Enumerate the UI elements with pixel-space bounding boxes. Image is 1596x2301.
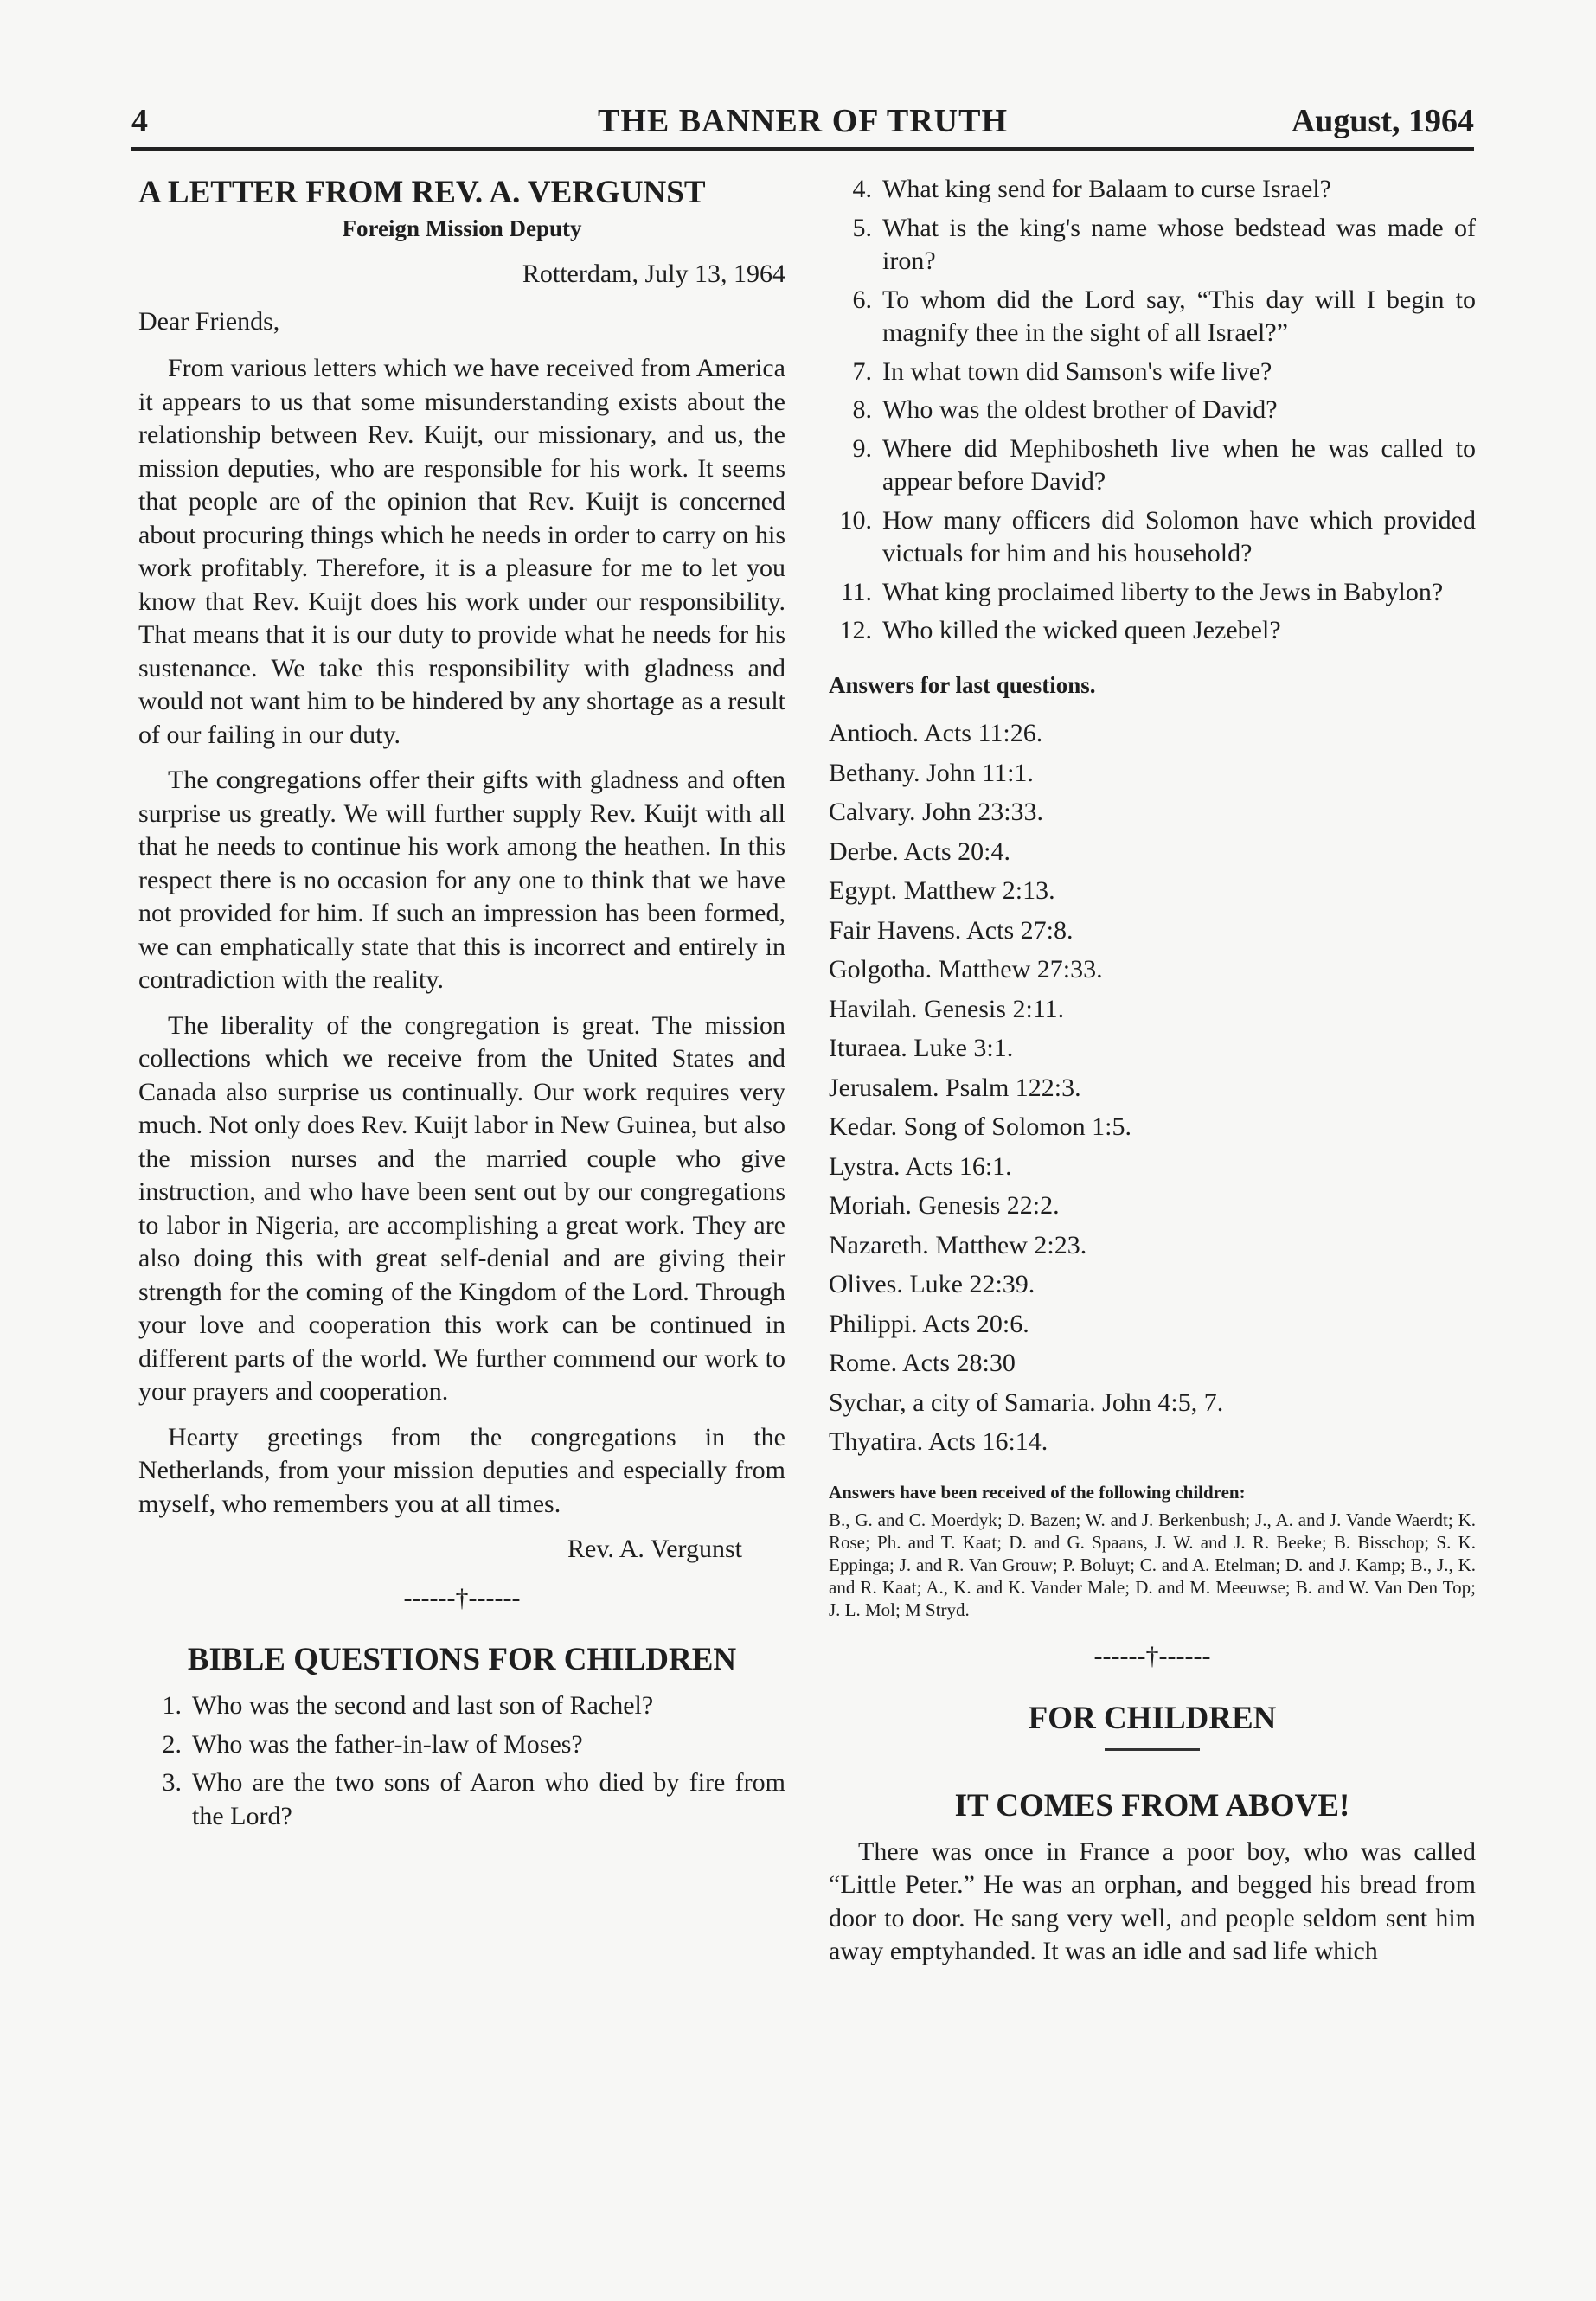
question-text: Where did Mephibosheth live when he was called to appear before David?	[882, 433, 1476, 496]
letter-paragraph: The congregations offer their gifts with gladness and often surprise us greatly. We will further supply Rev. Kuijt with all that he needs to continue his work among the heathen. In this respect there is no occasion for any one to think that we have not provided for him. If such an impression has been formed, we can emphatically state that this is incorrect and entirely in contradiction with the reality.	[138, 766, 785, 994]
right-column	[829, 173, 1476, 1969]
answer-item: Bethany. John 11:1.	[829, 758, 1034, 787]
question-list-continued	[829, 173, 1476, 648]
question-item	[829, 173, 1476, 207]
section-divider: ------†------	[403, 1583, 521, 1612]
question-number: 10.	[839, 505, 872, 535]
answer-item: Fair Havens. Acts 27:8.	[829, 915, 1074, 945]
question-text: Who was the father-in-law of Moses?	[192, 1729, 583, 1759]
question-item	[829, 504, 1476, 571]
answer-item: Calvary. John 23:33.	[829, 798, 1044, 826]
left-column	[138, 173, 785, 1838]
question-number: 7.	[852, 356, 872, 386]
question-text: Who was the oldest brother of David?	[882, 395, 1278, 424]
answer-item: Lystra. Acts 16:1.	[829, 1151, 1012, 1181]
issue-date: August, 1964	[1291, 103, 1474, 139]
question-number: 12.	[839, 616, 872, 644]
question-list	[138, 1689, 785, 1833]
answer-item: Nazareth. Matthew 2:23.	[829, 1230, 1087, 1259]
answers-heading: Answers for last questions.	[829, 671, 1096, 698]
publication-title: THE BANNER OF TRUTH	[597, 103, 1009, 139]
letter-salutation: Dear Friends,	[138, 306, 280, 336]
answer-item: Ituraea. Luke 3:1.	[829, 1034, 1014, 1062]
answer-item: Kedar. Song of Solomon 1:5.	[829, 1112, 1131, 1141]
story-paragraph: There was once in France a poor boy, who was called “Little Peter.” He was an orphan, and begged his bread from door to door. He sang very well, and people seldom sent him away emptyhanded. It was an idle and sad life which	[829, 1836, 1476, 1965]
answer-item: Egypt. Matthew 2:13.	[829, 876, 1055, 905]
question-number: 9.	[852, 433, 872, 463]
question-item	[138, 1766, 785, 1833]
answer-item: Rome. Acts 28:30	[829, 1349, 1016, 1377]
question-text: What is the king's name whose bedstead was made of iron?	[882, 213, 1476, 275]
letter-place-date: Rotterdam, July 13, 1964	[522, 260, 785, 288]
answer-item: Antioch. Acts 11:26.	[829, 719, 1043, 747]
question-item	[138, 1728, 785, 1762]
answer-item: Philippi. Acts 20:6.	[829, 1309, 1029, 1338]
received-names: B., G. and C. Moerdyk; D. Bazen; W. and J. Berkenbush; J., A. and J. Vande Waerdt; K. Rose; Ph. and T. Kaat; D. and G. Spaans, J. W. and J. R. Beeke; B. Bisschop; S. K. Eppinga; J. and R. Van Grouw; P. Boluyt; C. and A. Etelman; D. and J. Kamp; B., J., K. and R. Kaat; A., K. and K. Vander Male; D. and M. Meeuwse; B. and W. Van Den Top; J. L. Mol; M Stryd.	[829, 1509, 1476, 1620]
answer-item: Derbe. Acts 20:4.	[829, 836, 1010, 866]
letter-subtitle: Foreign Mission Deputy	[342, 215, 582, 241]
answer-item: Moriah. Genesis 22:2.	[829, 1191, 1060, 1220]
question-item	[829, 433, 1476, 499]
letter-signature: Rev. A. Vergunst	[567, 1535, 742, 1563]
title-rule	[1105, 1748, 1200, 1751]
question-text: What king send for Balaam to curse Israel?	[882, 175, 1331, 203]
question-number: 4.	[852, 175, 872, 203]
answer-item: Jerusalem. Psalm 122:3.	[829, 1073, 1081, 1102]
letter-paragraph: From various letters which we have received from America it appears to us that some misunderstanding exists about the relationship between Rev. Kuijt, our missionary, and us, the mission deputies, who are responsible for his work. It seems that people are of the opinion that Rev. Kuijt is concerned about procuring things which he needs in order to carry on his work profitably. Therefore, it is a pleasure for me to let you know that Rev. Kuijt does his work under our responsibility. That means that it is our duty to provide what he needs for his sustenance. We take this responsibility with gladness and would not want him to be hindered by any shortage as a result of our failing in our duty.	[138, 354, 785, 749]
question-number: 6.	[852, 285, 872, 314]
question-number: 3.	[162, 1768, 182, 1797]
question-number: 5.	[852, 213, 872, 242]
question-number: 2.	[162, 1729, 182, 1759]
for-children-title: FOR CHILDREN	[1028, 1700, 1277, 1736]
answers-list	[829, 717, 1476, 1458]
page-number: 4	[131, 103, 148, 139]
question-text: What king proclaimed liberty to the Jews in Babylon?	[882, 577, 1444, 606]
answer-item: Golgotha. Matthew 27:33.	[829, 955, 1103, 984]
section-divider: ------†------	[1093, 1642, 1211, 1670]
question-item	[829, 356, 1476, 389]
question-text: How many officers did Solomon have which provided victuals for him and his household?	[882, 505, 1476, 567]
question-text: In what town did Samson's wife live?	[882, 356, 1272, 386]
received-heading: Answers have been received of the following children:	[829, 1482, 1246, 1503]
answer-item: Thyatira. Acts 16:14.	[829, 1427, 1048, 1456]
question-item	[829, 614, 1476, 648]
page-header	[131, 102, 1474, 151]
question-item	[829, 394, 1476, 427]
answer-item: Sychar, a city of Samaria. John 4:5, 7.	[829, 1388, 1224, 1417]
question-text: Who killed the wicked queen Jezebel?	[882, 616, 1281, 644]
question-text: Who was the second and last son of Rachel?	[192, 1691, 654, 1720]
letter-title: A LETTER FROM REV. A. VERGUNST	[138, 175, 706, 210]
question-item	[829, 284, 1476, 350]
question-number: 1.	[162, 1691, 182, 1720]
story-title: IT COMES FROM ABOVE!	[954, 1787, 1350, 1823]
question-item	[829, 576, 1476, 610]
answer-item: Olives. Luke 22:39.	[829, 1270, 1035, 1298]
letter-paragraph: Hearty greetings from the congregations in the Netherlands, from your mission deputies and especially from myself, who remembers you at all times.	[138, 1422, 785, 1518]
question-text: To whom did the Lord say, “This day will I begin to magnify thee in the sight of all Israel?”	[882, 285, 1476, 347]
question-item	[138, 1689, 785, 1723]
question-number: 8.	[852, 395, 872, 424]
question-text: Who are the two sons of Aaron who died by fire from the Lord?	[192, 1768, 785, 1830]
question-number: 11.	[840, 577, 872, 606]
question-item	[829, 212, 1476, 279]
answer-item: Havilah. Genesis 2:11.	[829, 994, 1065, 1023]
letter-paragraph: The liberality of the congregation is great. The mission collections which we receive from the United States and Canada also surprise us continually. Our work requires very much. Not only does Rev. Kuijt labor in New Guinea, but also the mission nurses and the married couple who give instruction, and who have been sent out by our congregations to labor in Nigeria, are accomplishing a great work. They are also doing this with great self-denial and are giving their strength for the coming of the Kingdom of the Lord. Through your love and cooperation this work can be continued in different parts of the world. We further commend our work to your prayers and cooperation.	[138, 1010, 785, 1406]
bible-questions-title: BIBLE QUESTIONS FOR CHILDREN	[187, 1642, 737, 1677]
